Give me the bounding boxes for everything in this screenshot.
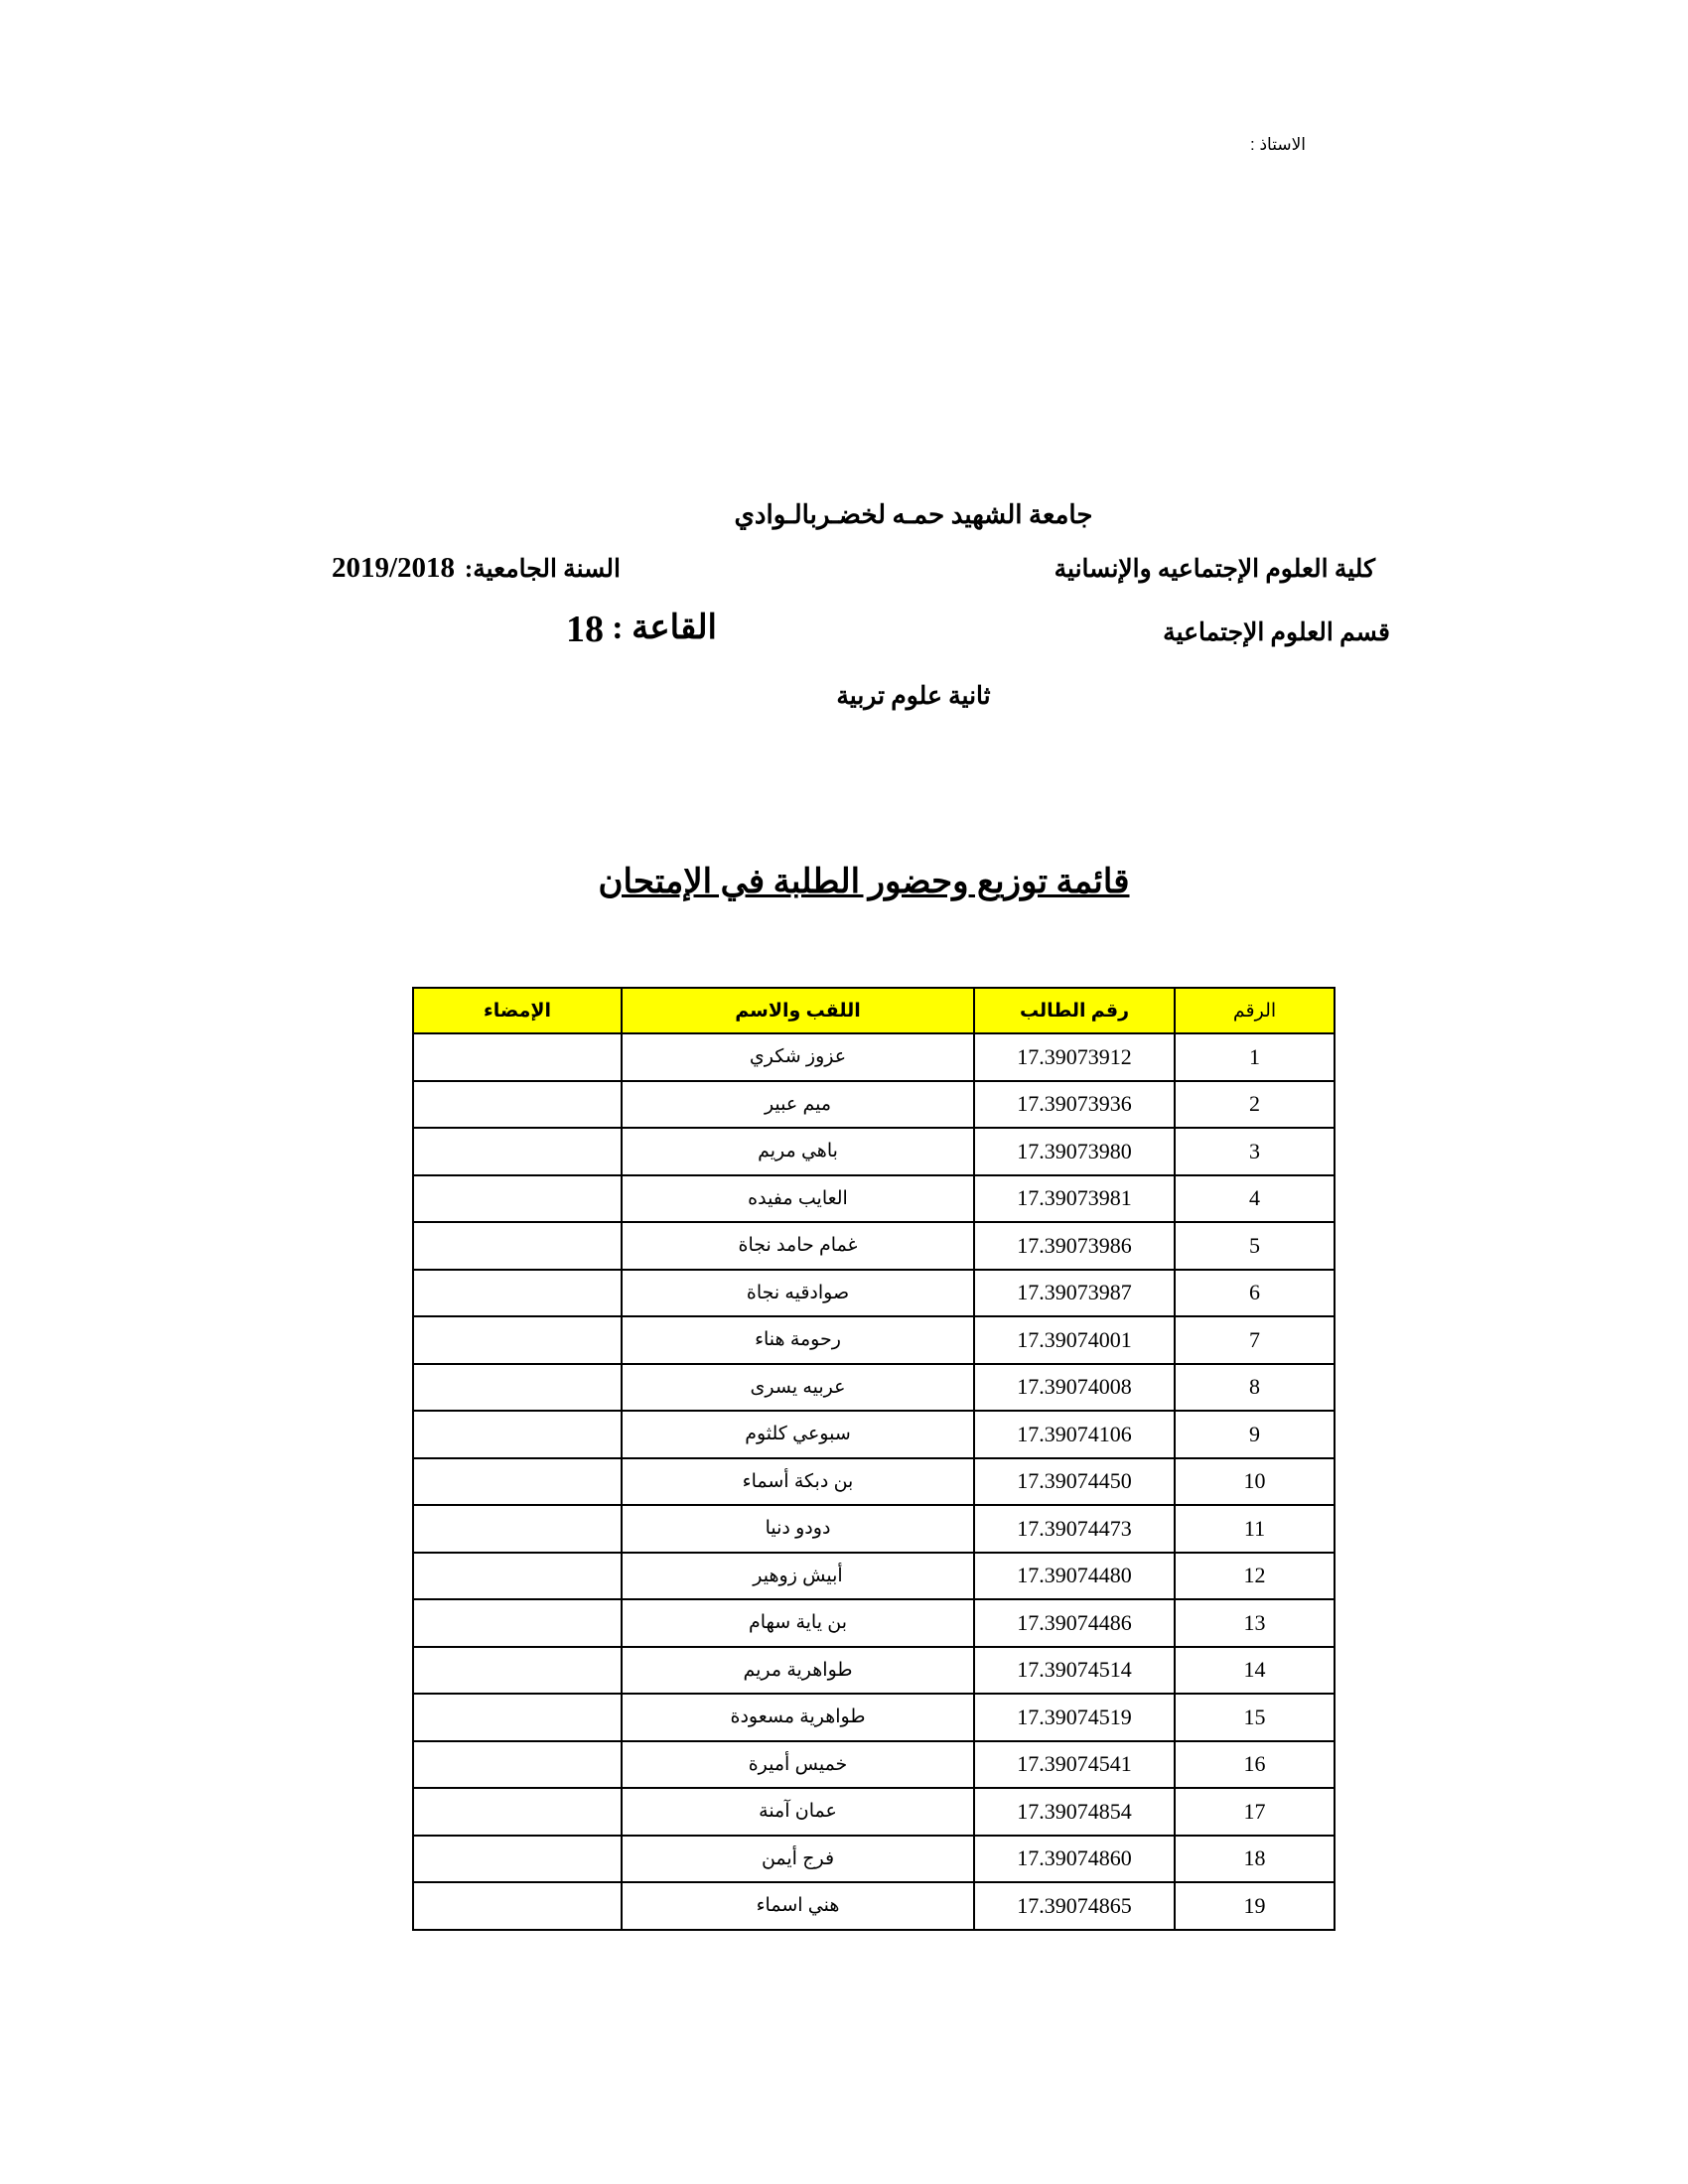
row-number-cell: 2 xyxy=(1175,1081,1335,1129)
student-name-cell: بن ياية سهام xyxy=(622,1599,974,1647)
department-name: قسم العلوم الإجتماعية xyxy=(1163,619,1390,646)
student-id-cell: 17.39073986 xyxy=(974,1222,1175,1270)
table-row xyxy=(413,1882,1335,1930)
signature-cell xyxy=(413,1836,622,1883)
list-title: قائمة توزيع وحضور الطلبة في الإمتحان xyxy=(598,864,1130,900)
signature-cell xyxy=(413,1033,622,1081)
signature-cell xyxy=(413,1270,622,1317)
row-number-cell: 3 xyxy=(1175,1128,1335,1175)
signature-cell xyxy=(413,1694,622,1741)
student-id-cell: 17.39074519 xyxy=(974,1694,1175,1741)
row-number-cell: 5 xyxy=(1175,1222,1335,1270)
header-signature: الإمضاء xyxy=(413,988,622,1033)
student-id-cell: 17.39073912 xyxy=(974,1033,1175,1081)
table-row xyxy=(413,1599,1335,1647)
faculty-name: كلية العلوم الإجتماعيه والإنسانية xyxy=(1054,556,1375,583)
row-number-cell: 12 xyxy=(1175,1553,1335,1600)
student-name-cell: طواهرية مريم xyxy=(622,1647,974,1695)
table-row xyxy=(413,1175,1335,1223)
university-name: جامعة الشهيد حمـه لخضـربالـوادي xyxy=(734,500,1093,529)
row-number-cell: 4 xyxy=(1175,1175,1335,1223)
signature-cell xyxy=(413,1175,622,1223)
student-name-cell: دودو دنيا xyxy=(622,1505,974,1553)
signature-cell xyxy=(413,1128,622,1175)
table-row xyxy=(413,1458,1335,1506)
student-name-cell: أبيش زوهير xyxy=(622,1553,974,1600)
table-row xyxy=(413,1364,1335,1412)
student-id-cell: 17.39074486 xyxy=(974,1599,1175,1647)
student-id-cell: 17.39074865 xyxy=(974,1882,1175,1930)
signature-cell xyxy=(413,1599,622,1647)
hall-label: القاعة : xyxy=(612,610,717,646)
row-number-cell: 15 xyxy=(1175,1694,1335,1741)
signature-cell xyxy=(413,1553,622,1600)
student-name-cell: ميم عبير xyxy=(622,1081,974,1129)
student-name-cell: غمام حامد نجاة xyxy=(622,1222,974,1270)
header-number: الرقم xyxy=(1175,988,1335,1033)
table-row xyxy=(413,1270,1335,1317)
row-number-cell: 16 xyxy=(1175,1741,1335,1789)
signature-cell xyxy=(413,1364,622,1412)
signature-cell xyxy=(413,1316,622,1364)
signature-cell xyxy=(413,1505,622,1553)
study-level: ثانية علوم تربية xyxy=(836,683,991,710)
attendance-table xyxy=(412,987,1336,1931)
table-row xyxy=(413,1505,1335,1553)
student-id-cell: 17.39073981 xyxy=(974,1175,1175,1223)
student-name-cell: خميس أميرة xyxy=(622,1741,974,1789)
signature-cell xyxy=(413,1741,622,1789)
table-row xyxy=(413,1316,1335,1364)
table-body xyxy=(413,1033,1335,1930)
table-row xyxy=(413,1128,1335,1175)
signature-cell xyxy=(413,1788,622,1836)
teacher-label: الاستاذ : xyxy=(1250,135,1306,154)
student-id-cell: 17.39073980 xyxy=(974,1128,1175,1175)
student-name-cell: بن دبكة أسماء xyxy=(622,1458,974,1506)
academic-year-label: السنة الجامعية: xyxy=(464,556,621,583)
row-number-cell: 9 xyxy=(1175,1411,1335,1458)
row-number-cell: 1 xyxy=(1175,1033,1335,1081)
table-row xyxy=(413,1788,1335,1836)
row-number-cell: 6 xyxy=(1175,1270,1335,1317)
student-name-cell: عمان آمنة xyxy=(622,1788,974,1836)
signature-cell xyxy=(413,1882,622,1930)
table-row xyxy=(413,1081,1335,1129)
hall-number: 18 xyxy=(566,609,604,650)
row-number-cell: 7 xyxy=(1175,1316,1335,1364)
student-name-cell: عربيه يسرى xyxy=(622,1364,974,1412)
student-id-cell: 17.39074001 xyxy=(974,1316,1175,1364)
signature-cell xyxy=(413,1647,622,1695)
student-id-cell: 17.39074480 xyxy=(974,1553,1175,1600)
signature-cell xyxy=(413,1222,622,1270)
student-name-cell: طواهرية مسعودة xyxy=(622,1694,974,1741)
table-row xyxy=(413,1553,1335,1600)
academic-year-value: 2019/2018 xyxy=(332,552,456,584)
row-number-cell: 11 xyxy=(1175,1505,1335,1553)
signature-cell xyxy=(413,1458,622,1506)
header-student-id: رقم الطالب xyxy=(974,988,1175,1033)
table-row xyxy=(413,1694,1335,1741)
student-id-cell: 17.39073987 xyxy=(974,1270,1175,1317)
student-name-cell: باهي مريم xyxy=(622,1128,974,1175)
student-id-cell: 17.39074106 xyxy=(974,1411,1175,1458)
student-name-cell: رحومة هناء xyxy=(622,1316,974,1364)
table-row xyxy=(413,1033,1335,1081)
table-header-row xyxy=(413,988,1335,1033)
student-id-cell: 17.39074450 xyxy=(974,1458,1175,1506)
row-number-cell: 19 xyxy=(1175,1882,1335,1930)
table-row xyxy=(413,1647,1335,1695)
student-id-cell: 17.39074008 xyxy=(974,1364,1175,1412)
table-header xyxy=(413,988,1335,1033)
student-id-cell: 17.39074854 xyxy=(974,1788,1175,1836)
row-number-cell: 8 xyxy=(1175,1364,1335,1412)
table-row xyxy=(413,1836,1335,1883)
row-number-cell: 10 xyxy=(1175,1458,1335,1506)
signature-cell xyxy=(413,1081,622,1129)
student-name-cell: سبوعي كلثوم xyxy=(622,1411,974,1458)
table-row xyxy=(413,1741,1335,1789)
student-id-cell: 17.39074541 xyxy=(974,1741,1175,1789)
signature-cell xyxy=(413,1411,622,1458)
student-name-cell: فرج أيمن xyxy=(622,1836,974,1883)
student-id-cell: 17.39074473 xyxy=(974,1505,1175,1553)
header-name: اللقب والاسم xyxy=(622,988,974,1033)
student-id-cell: 17.39074514 xyxy=(974,1647,1175,1695)
row-number-cell: 14 xyxy=(1175,1647,1335,1695)
row-number-cell: 18 xyxy=(1175,1836,1335,1883)
student-name-cell: عزوز شكري xyxy=(622,1033,974,1081)
table-row xyxy=(413,1222,1335,1270)
student-id-cell: 17.39074860 xyxy=(974,1836,1175,1883)
student-id-cell: 17.39073936 xyxy=(974,1081,1175,1129)
row-number-cell: 17 xyxy=(1175,1788,1335,1836)
student-name-cell: هني اسماء xyxy=(622,1882,974,1930)
table-row xyxy=(413,1411,1335,1458)
student-name-cell: العايب مفيده xyxy=(622,1175,974,1223)
student-name-cell: صوادقيه نجاة xyxy=(622,1270,974,1317)
row-number-cell: 13 xyxy=(1175,1599,1335,1647)
